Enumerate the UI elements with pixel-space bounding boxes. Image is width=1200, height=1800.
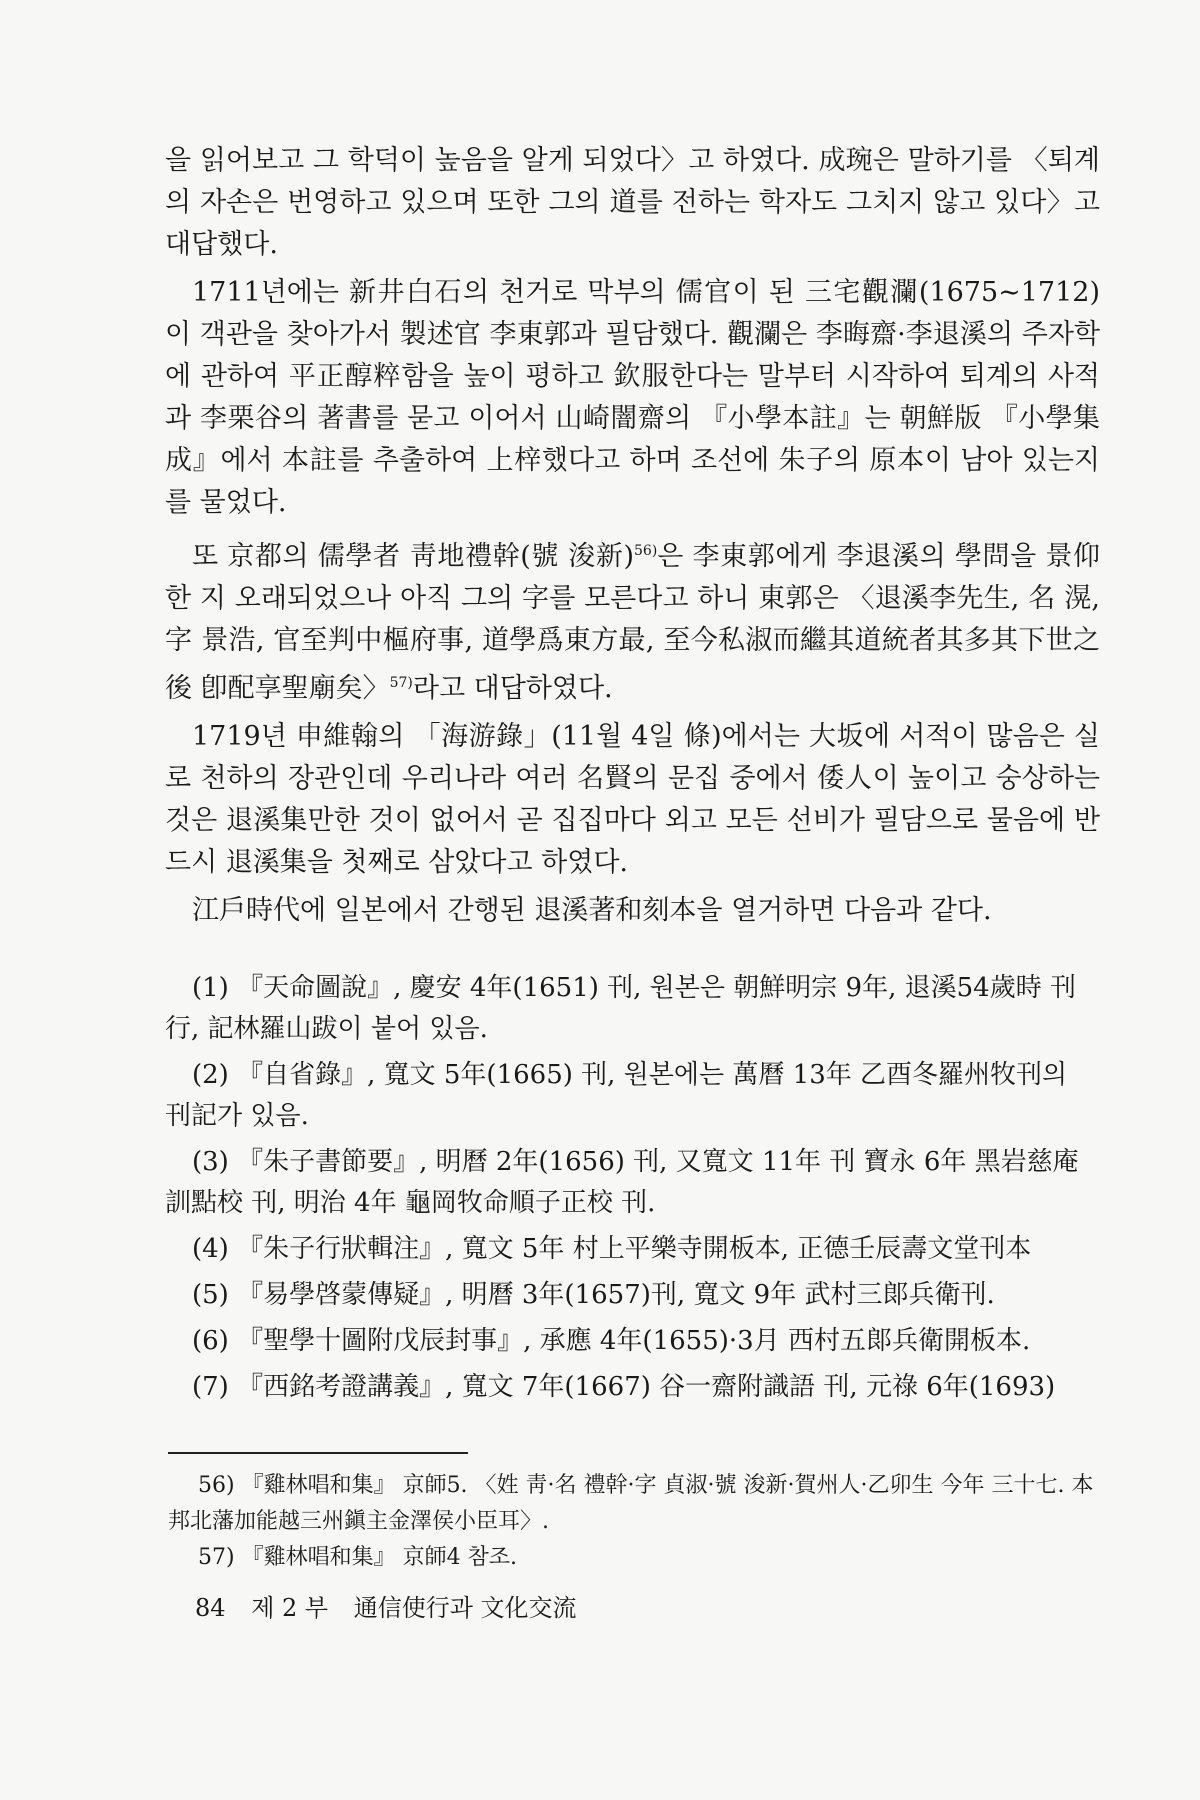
footnote-57: 57) 『雞林唱和集』 京師4 참조. [198,1545,518,1570]
footnote-ref-57: 57) [389,675,413,691]
footnote-ref-56: 56) [634,543,658,559]
footnote-56: 56) 『雞林唱和集』 京師5. 〈姓 靑·名 禮幹·字 貞淑·號 浚新·賀州人·乙卯生 今年 三十七. 本邦北藩加能越三州鎭主金澤侯小臣耳〉. [168,1473,1094,1534]
list-item: (5) 『易學啓蒙傳疑』, 明曆 3年(1657)刊, 寬文 9年 武村三郞兵衛刊. [192,1280,995,1310]
list-item: (1) 『天命圖說』, 慶安 4年(1651) 刊, 원본은 朝鮮明宗 9年, 退溪54歲時 刊行, 記林羅山跋이 붙어 있음. [165,973,1076,1044]
paragraph-3 [165,530,1100,710]
main-text [165,140,1100,938]
list-item: (6) 『聖學十圖附戊辰封事』, 承應 4年(1655)·3月 西村五郞兵衛開板本. [192,1326,1031,1356]
list-item: (2) 『自省錄』, 寬文 5年(1665) 刊, 원본에는 萬曆 13年 乙酉冬羅州牧刊의 刊記가 있음. [165,1060,1068,1131]
list-item: (3) 『朱子書節要』, 明曆 2年(1656) 刊, 又寬文 11年 刊 寶永 6年 黑岩慈庵訓點校 刊, 明治 4年 龜岡牧命順子正校 刊. [165,1147,1079,1218]
part-label: 제 2 부 [251,1594,329,1622]
page-footer [195,1588,595,1623]
paragraph-3-part-c: 라고 대답하였다. [412,673,613,704]
page-number: 84 [195,1594,226,1622]
paragraph-2: 1711년에는 新井白石의 천거로 막부의 儒官이 된 三宅觀瀾(1675∼1712)이 객관을 찾아가서 製述官 李東郭과 필담했다. 觀瀾은 李晦齋·李退溪의 주자학에 관하여 平正醇粹함을 높이 평하고 欽服한다는 말부터 시작하여 퇴계의 사적과 李栗谷의 著書를 묻고 이어서 山崎闇齋의 『小學本註』는 朝鮮版 『小學集成』에서 本註를 추출하여 上梓했다고 하며 조선에 朱子의 原本이 남아 있는지를 물었다. [165,277,1100,518]
paragraph-5: 江戶時代에 일본에서 간행된 退溪著和刻本을 열거하면 다음과 같다. [192,895,992,926]
list-item: (7) 『西銘考證講義』, 寬文 7年(1667) 谷一齋附識語 刊, 元祿 6年(1693) [192,1372,1056,1402]
footnotes [168,1468,1103,1576]
footnote-divider [168,1452,468,1454]
paragraph-3-part-a: 또 京都의 儒學者 靑地禮幹(號 浚新) [192,541,634,572]
paragraph-1: 을 읽어보고 그 학덕이 높음을 알게 되었다〉고 하였다. 成琬은 말하기를 〈퇴계의 자손은 번영하고 있으며 또한 그의 道를 전하는 학자도 그치지 않고 있다〉고 대답했다. [165,145,1100,260]
list-item: (4) 『朱子行狀輯注』, 寬文 5年 村上平樂寺開板本, 正德壬辰壽文堂刊本 [192,1234,1032,1264]
paragraph-3-part-b: 은 李東郭에게 李退溪의 學問을 景仰한 지 오래되었으나 아직 그의 字를 모른다고 하니 東郭은 〈退溪李先生, 名 滉, 字 景浩, 官至判中樞府事, 道學爲東方最, 至今私淑而繼其道統者其多其下世之後 卽配享聖廟矣〉 [165,541,1100,704]
paragraph-4: 1719년 申維翰의 「海游錄」(11월 4일 條)에서는 大坂에 서적이 많음은 실로 천하의 장관인데 우리나라 여러 名賢의 문집 중에서 倭人이 높이고 숭상하는 것은 退溪集만한 것이 없어서 곧 집집마다 외고 모든 선비가 필담으로 물음에 반드시 退溪集을 첫째로 삼았다고 하였다. [165,721,1100,878]
book-list [165,968,1100,1413]
part-title: 通信使行과 文化交流 [353,1594,577,1622]
